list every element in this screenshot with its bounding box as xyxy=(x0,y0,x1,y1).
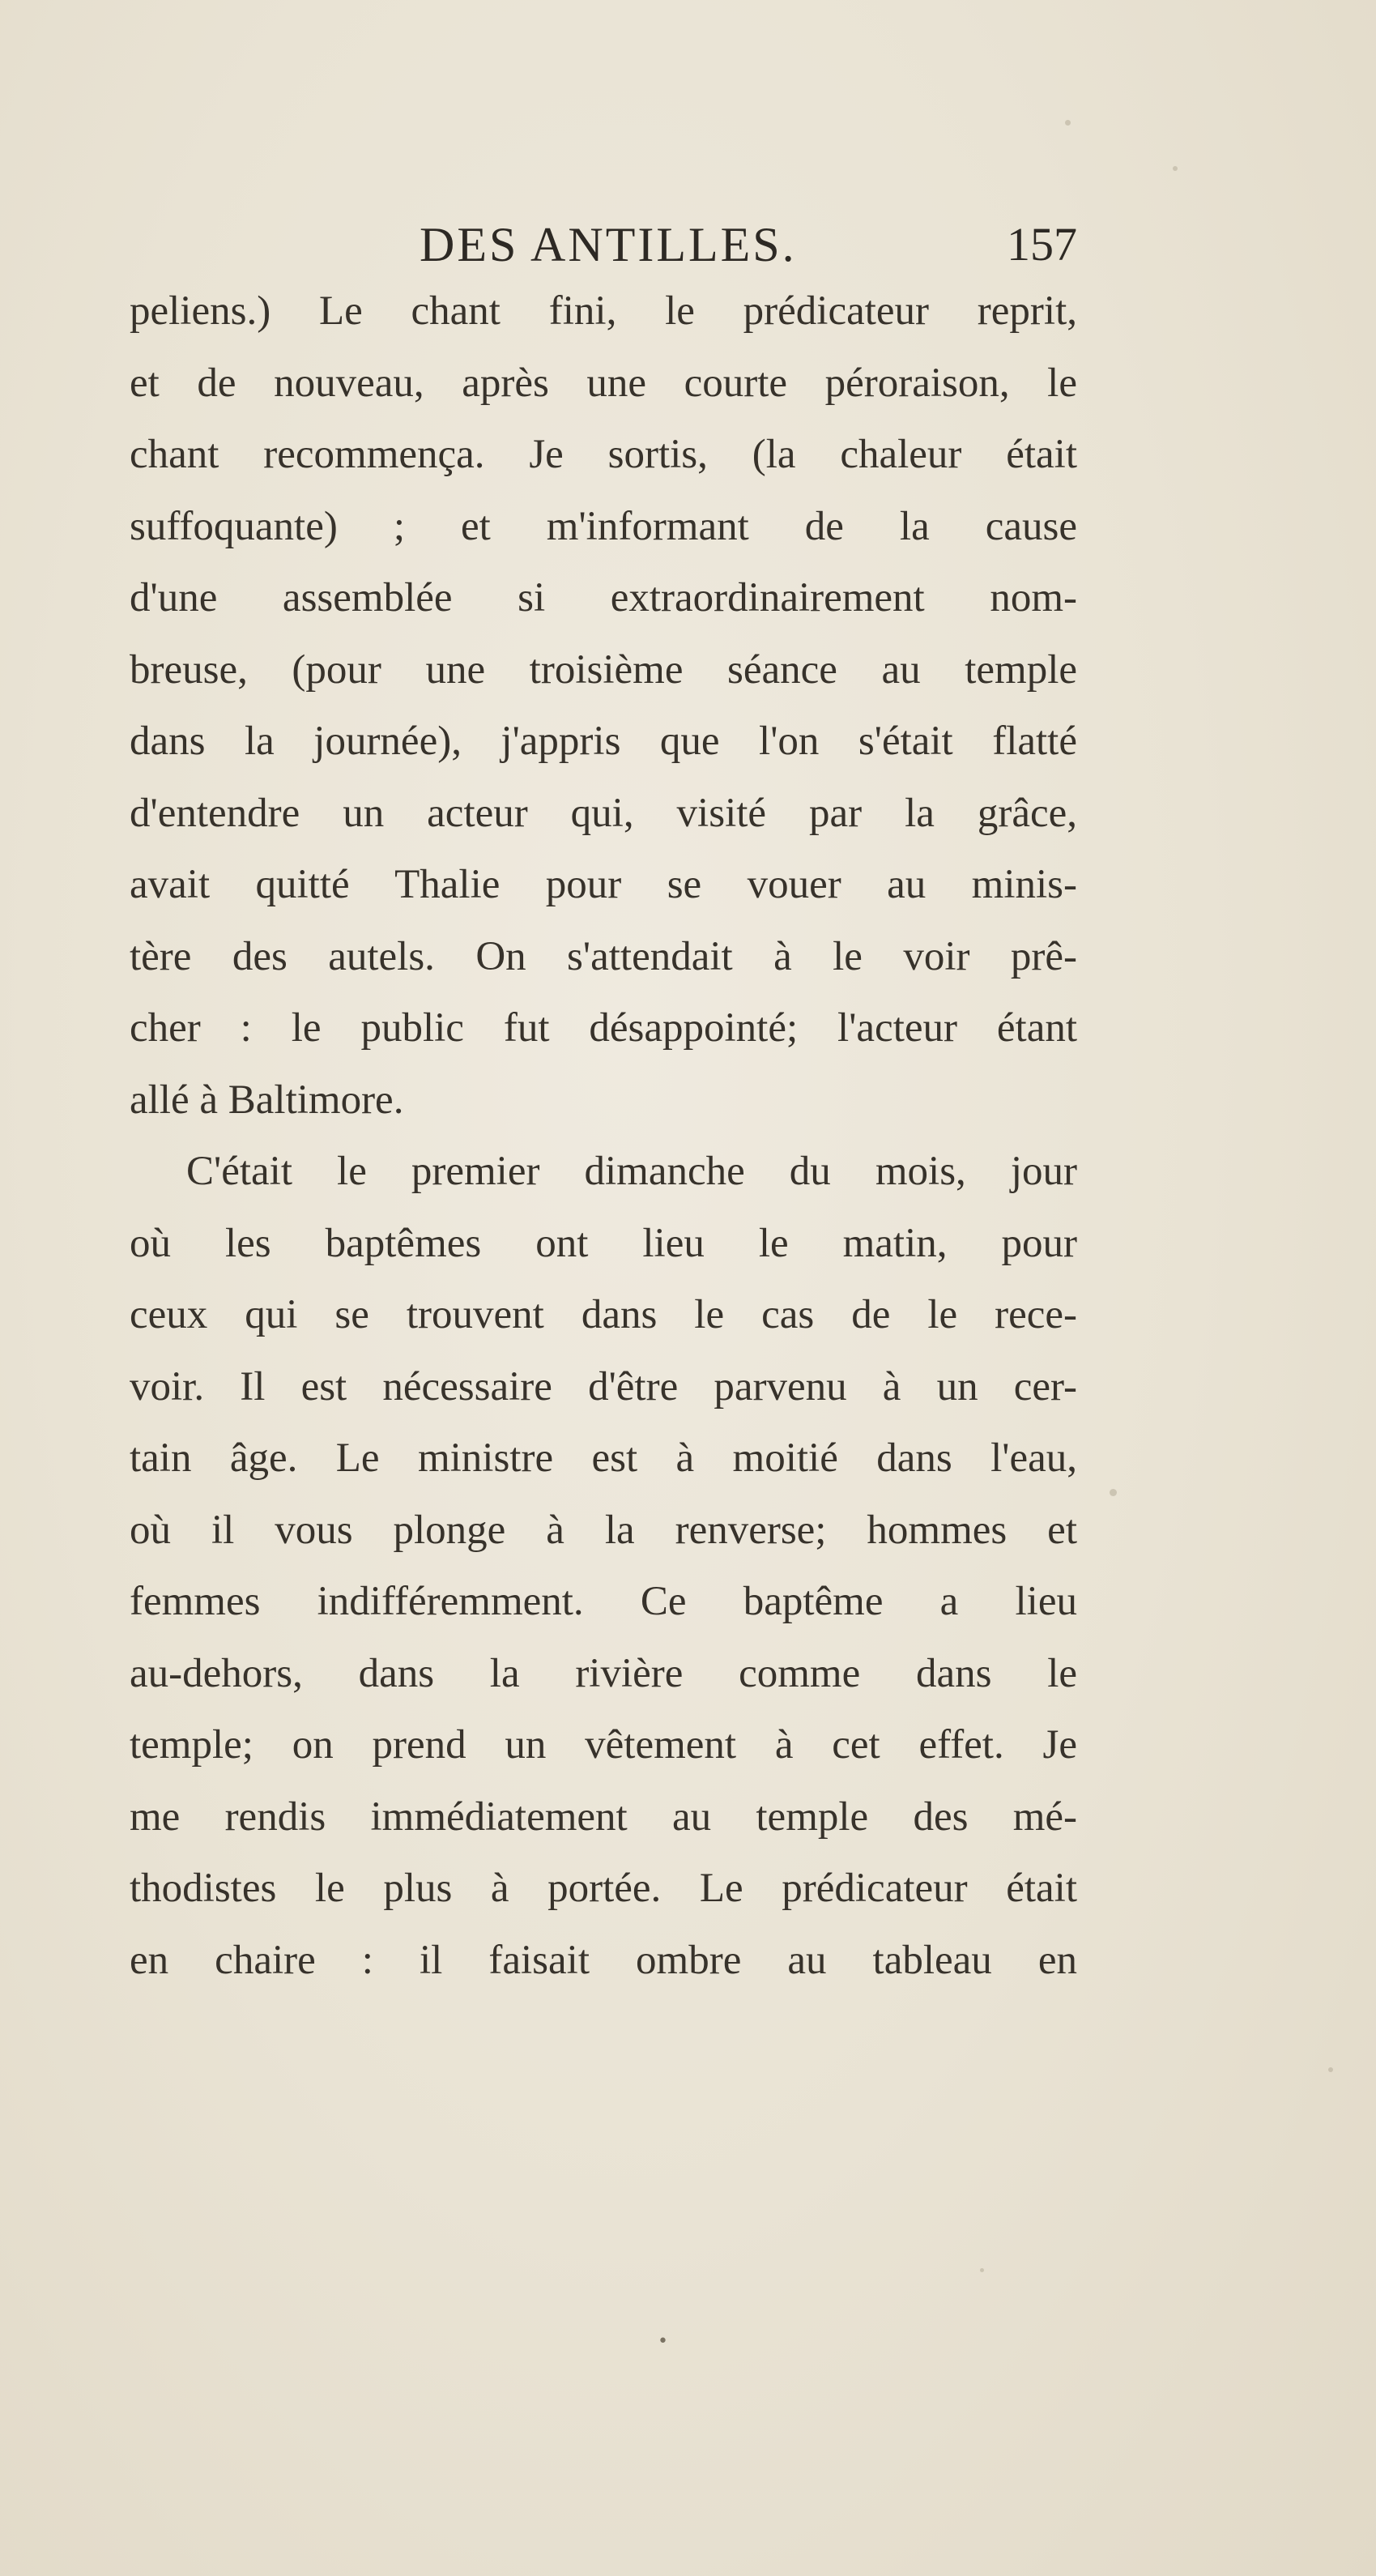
text-line: cher : le public fut désappointé; l'acteur étant xyxy=(130,1005,1077,1051)
text-line: allé à Baltimore. xyxy=(130,1077,404,1123)
foxing-spot xyxy=(1110,1489,1117,1496)
running-title: DES ANTILLES. xyxy=(420,218,797,271)
text-line: où les baptêmes ont lieu le matin, pour xyxy=(130,1220,1077,1266)
text-line: dans la journée), j'appris que l'on s'était flatté xyxy=(130,719,1077,764)
foxing-spot xyxy=(980,2268,984,2272)
text-line: me rendis immédiatement au temple des mé- xyxy=(130,1793,1077,1840)
text-line: tère des autels. On s'attendait à le voir prê- xyxy=(130,933,1077,979)
text-line: chant recommença. Je sortis, (la chaleur était xyxy=(130,432,1077,477)
foxing-spot xyxy=(1328,2067,1333,2072)
text-line: temple; on prend un vêtement à cet effet. Je xyxy=(130,1722,1077,1768)
running-header xyxy=(130,217,1077,274)
ornament-dot-icon: • xyxy=(658,2331,668,2352)
text-line: avait quitté Thalie pour se vouer au minis- xyxy=(130,862,1077,907)
text-line: où il vous plonge à la renverse; hommes et xyxy=(130,1507,1077,1553)
text-line: thodistes le plus à portée. Le prédicateur était xyxy=(130,1866,1077,1911)
foxing-spot xyxy=(1173,166,1178,171)
text-line: d'une assemblée si extraordinairement nom- xyxy=(130,575,1077,621)
text-line: breuse, (pour une troisième séance au temple xyxy=(130,646,1077,693)
text-line: suffoquante) ; et m'informant de la cause xyxy=(130,503,1077,549)
text-line: femmes indifféremment. Ce baptême a lieu xyxy=(130,1579,1077,1624)
text-line: ceux qui se trouvent dans le cas de le rece- xyxy=(130,1292,1077,1337)
text-line: voir. Il est nécessaire d'être parvenu à un cer- xyxy=(130,1363,1077,1410)
text-line: en chaire : il faisait ombre au tableau en xyxy=(130,1937,1077,1983)
text-line: peliens.) Le chant fini, le prédicateur reprit, xyxy=(130,288,1077,334)
text-line: d'entendre un acteur qui, visité par la grâce, xyxy=(130,790,1077,836)
text-line: C'était le premier dimanche du mois, jour xyxy=(186,1149,1077,1194)
text-line: et de nouveau, après une courte péroraison, le xyxy=(130,360,1077,406)
page-number: 157 xyxy=(1007,218,1077,271)
text-line: tain âge. Le ministre est à moitié dans l'eau, xyxy=(130,1435,1077,1481)
foxing-spot xyxy=(1065,120,1071,126)
text-line: au-dehors, dans la rivière comme dans le xyxy=(130,1650,1077,1696)
body-text xyxy=(130,275,1077,1996)
